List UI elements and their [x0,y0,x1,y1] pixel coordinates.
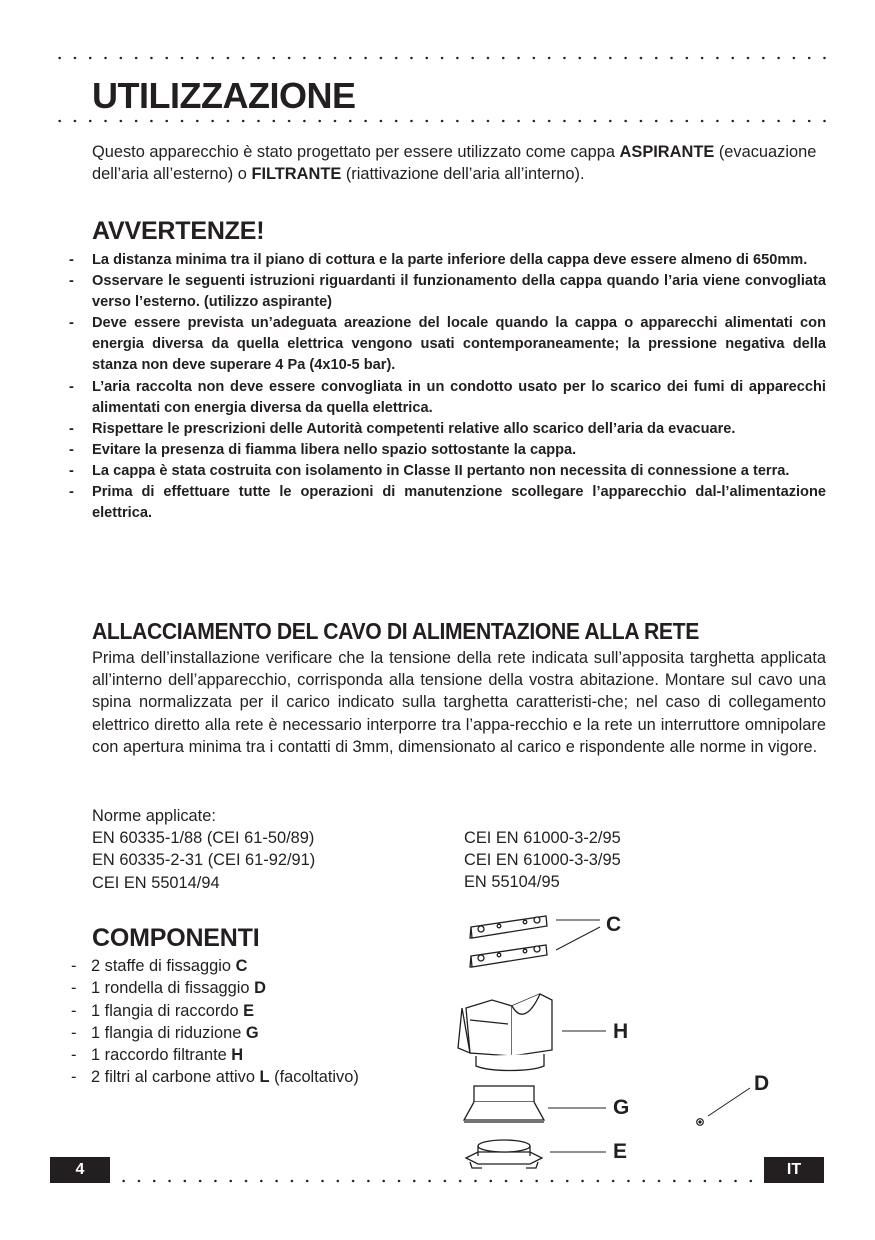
intro-bold-filtrante: FILTRANTE [251,165,342,183]
leader-d [708,1088,750,1116]
component-suffix: (facoltativo) [269,1068,359,1087]
warning-item: - L’aria raccolta non deve essere convogliata in un condotto usato per lo scarico dei fumi di apparecchi alimentati con energia diversa da quella elettrica. [66,377,826,419]
page-number-tab: 4 [50,1157,110,1183]
warning-item: - Evitare la presenza di fiamma libera nello spazio sottostante la cappa. [66,440,826,461]
connection-flange-e [466,1140,542,1168]
warnings-heading: AVVERTENZE! [92,217,265,245]
warning-item: - La distanza minima tra il piano di cottura e la parte inferiore della cappa deve essere almeno di 650mm. [66,250,826,271]
reduction-flange-g [464,1086,544,1122]
component-text: 1 flangia di raccordo [91,1001,244,1020]
footer-dotted-rule [116,1179,756,1183]
label-d: D [754,1072,770,1095]
connection-heading: ALLACCIAMENTO DEL CAVO DI ALIMENTAZIONE ALLA RETE [92,618,699,644]
component-text: 2 staffe di fissaggio [91,957,236,975]
warning-item: - Prima di effettuare tutte le operazioni di manutenzione scollegare l’apparecchio dal-l’alimentazione elettrica. [66,482,826,524]
leader-c-bottom [556,927,600,950]
page-title: UTILIZZAZIONE [92,75,356,116]
norm-item: CEI EN 61000-3-2/95 [464,829,621,847]
component-text: 1 flangia di riduzione [91,1023,246,1042]
component-code: L [259,1068,270,1087]
norm-item: CEI EN 55014/94 [92,873,220,892]
components-heading: COMPONENTI [92,924,260,952]
intro-text-1: Questo apparecchio è stato progettato per essere utilizzato come cappa [92,143,620,161]
label-g: G [613,1096,630,1119]
component-code: H [231,1046,244,1065]
component-code: G [245,1023,259,1042]
norm-item: EN 55104/95 [464,873,560,892]
filter-connector-h [458,994,552,1071]
norm-item: CEI EN 61000-3-3/95 [464,851,621,870]
norm-item: EN 60335-2-31 (CEI 61-92/91) [92,851,316,870]
warning-item: - Rispettare le prescrizioni delle Autorità competenti relative allo scarico dell’aria da evacuare. [66,419,826,440]
norm-item: EN 60335-1/88 (CEI 61-50/89) [92,829,315,848]
warning-item: - Deve essere prevista un’adeguata areazione del locale quando la cappa o apparecchi alimentati con energia diversa da quella elettrica vengono usati contemporaneamente; la pressione negativa della stanza non deve superare 4 Pa (4x10-5 bar). [66,313,826,376]
intro-text-3: (riattivazione dell’aria all’interno). [341,165,585,183]
connection-paragraph: Prima dell’installazione verificare che la tensione della rete indicata sull’apposita targhetta applicata all’interno dell’apparecchio, corrisponda alla tensione della vostra abitazione. Montare sul cavo una spina normalizzata per il carico indicato sulla targhetta caratteristi-che; nel caso di collegamento elettrico diretto alla rete è necessario interporre tra l’appa-recchio e la rete un interruttore omnipolare con apertura minima tra i contatti di 3mm, dimensionato al carico e rispondente alle norme in vigore. [92,649,826,756]
bracket-c-top [470,916,547,938]
bracket-c-bottom [470,945,547,967]
component-code: D [254,979,266,998]
warning-item: - Osservare le seguenti istruzioni riguardanti il funzionamento della cappa quando l’aria viene convogliata verso l’esterno. (utilizzo aspirante) [66,271,826,313]
component-text: 1 raccordo filtrante [91,1046,232,1065]
warning-item: - La cappa è stata costruita con isolamento in Classe II pertanto non necessita di connessione a terra. [66,461,826,482]
washer-d [697,1119,704,1126]
intro-text-2: (evacuazione dell’aria all’esterno) o [92,143,817,183]
norms-label: Norme applicate: [92,807,216,825]
component-code: E [243,1001,255,1020]
intro-bold-aspirante: ASPIRANTE [619,143,715,161]
component-code: C [235,957,248,975]
component-text: 1 rondella di fissaggio [91,979,255,998]
component-text: 2 filtri al carbone attivo [91,1068,260,1087]
label-e: E [613,1140,628,1163]
label-c: C [606,913,622,936]
language-tab: IT [764,1157,824,1183]
label-h: H [613,1020,629,1043]
